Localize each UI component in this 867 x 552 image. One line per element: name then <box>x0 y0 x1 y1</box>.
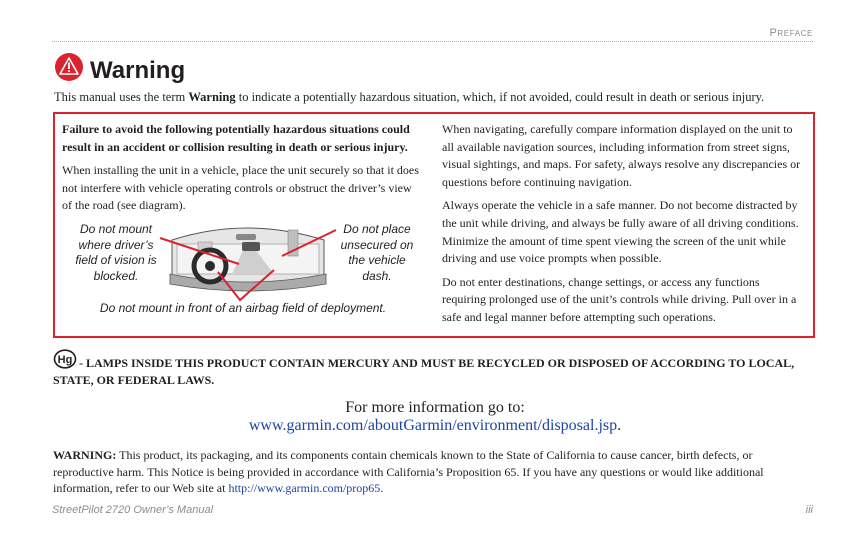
warning-box-left-column <box>62 121 424 221</box>
mercury-icon-text: Hg <box>57 354 73 366</box>
more-info-block <box>200 399 670 435</box>
footer-page-number: iii <box>805 504 813 516</box>
warning-heading: Warning <box>90 57 186 84</box>
navigation-paragraph: When navigating, carefully compare information displayed on the unit to all available navigation sources, including information from street signs, visual sightings, and maps. For safety, always resolve any discrepancies or questions before continuing navigation. <box>442 122 801 189</box>
installation-paragraph: When installing the unit in a vehicle, place the unit securely so that it does not interfere with vehicle operating controls or obstruct the driver’s view of the road (see diagram). <box>62 163 419 213</box>
warning-box-right-column <box>442 121 805 333</box>
warning-triangle-icon <box>54 52 84 82</box>
safe-operation-paragraph: Always operate the vehicle in a safe manner. Do not become distracted by the unit while driving, and always be fully aware of all driving conditions. Minimize the amount of time spent viewing the screen of the unit while driving and use voice prompts when possible. <box>442 198 799 266</box>
more-info-period: . <box>617 417 622 434</box>
intro-term: Warning <box>188 90 236 104</box>
vision-warning-label: Do not mount where driver’s field of vision is blocked. <box>75 222 157 283</box>
mercury-text: - LAMPS INSIDE THIS PRODUCT CONTAIN MERCURY AND MUST BE RECYCLED OR DISPOSED OF ACCORDING TO LOCAL, STATE, OR FEDERAL LAWS. <box>53 356 795 387</box>
airbag-warning-label: Do not mount in front of an airbag field of deployment. <box>99 301 387 315</box>
intro-text-end: to indicate a potentially hazardous situation, which, if not avoided, could result in death or serious injury. <box>235 90 765 104</box>
disposal-link[interactable]: www.garmin.com/aboutGarmin/environment/disposal.jsp <box>248 417 618 434</box>
more-info-url-line <box>200 417 670 435</box>
warning-intro <box>54 90 834 104</box>
prop65-label: WARNING: <box>53 448 117 462</box>
intro-text-start: This manual uses the term <box>54 90 189 104</box>
section-header: Preface <box>769 27 813 39</box>
prop65-link[interactable]: http://www.garmin.com/prop65 <box>228 481 381 495</box>
dash-warning-label: Do not place unsecured on the vehicle dash. <box>340 222 414 283</box>
prop65-text: This product, its packaging, and its components contain chemicals known to the State of California to cause cancer, birth defects, or reproductive harm. This Notice is being provided in accordance with California’s Proposition 65. If you have any questions or would like additional information, refer to our Web site at <box>53 448 764 495</box>
more-info-line: For more information go to: <box>345 399 525 416</box>
mercury-notice <box>53 355 813 389</box>
prop65-period: . <box>380 481 384 495</box>
hazard-statement: Failure to avoid the following potentially hazardous situations could result in an accident or collision resulting in death or serious injury. <box>62 122 410 154</box>
header-divider <box>52 41 813 42</box>
footer-manual-title: StreetPilot 2720 Owner’s Manual <box>52 504 214 516</box>
pull-over-paragraph: Do not enter destinations, change settings, or access any functions requiring prolonged use of the unit’s controls while driving. Pull over in a safe and legal manner before attempting such operations. <box>442 274 797 324</box>
mounting-diagram <box>62 218 424 320</box>
prop65-warning <box>53 447 813 497</box>
